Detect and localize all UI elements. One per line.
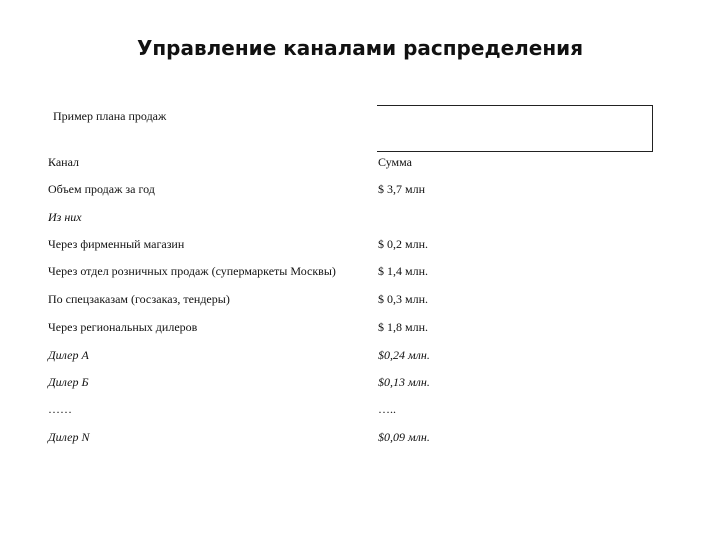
header-amount: Сумма	[378, 155, 412, 169]
header-channel: Канал	[48, 155, 80, 169]
row-channel: По спецзаказам (госзаказ, тендеры)	[48, 292, 230, 306]
row-amount: …..	[378, 402, 396, 416]
row-amount: $ 1,8 млн.	[378, 320, 429, 334]
row-amount: $ 0,2 млн.	[378, 237, 429, 251]
row-channel: Через региональных дилеров	[48, 320, 198, 334]
row-amount: $0,09 млн.	[378, 430, 430, 444]
empty-box	[377, 105, 653, 152]
row-channel: Дилер А	[48, 348, 89, 362]
row-channel: ……	[48, 402, 72, 416]
row-amount: $ 3,7 млн	[378, 182, 426, 196]
row-channel: Дилер N	[48, 430, 90, 444]
row-amount: $0,13 млн.	[378, 375, 430, 389]
row-channel: Из них	[48, 210, 82, 224]
row-channel: Объем продаж за год	[48, 182, 155, 196]
row-amount: $ 1,4 млн.	[378, 264, 429, 278]
subtitle: Пример плана продаж	[53, 109, 167, 123]
row-amount: $ 0,3 млн.	[378, 292, 429, 306]
row-channel: Через фирменный магазин	[48, 237, 185, 251]
page-title: Управление каналами распределения	[136, 36, 584, 60]
row-channel: Дилер Б	[48, 375, 89, 389]
row-channel: Через отдел розничных продаж (супермаркеты Москвы)	[48, 264, 336, 278]
row-amount: $0,24 млн.	[378, 348, 430, 362]
